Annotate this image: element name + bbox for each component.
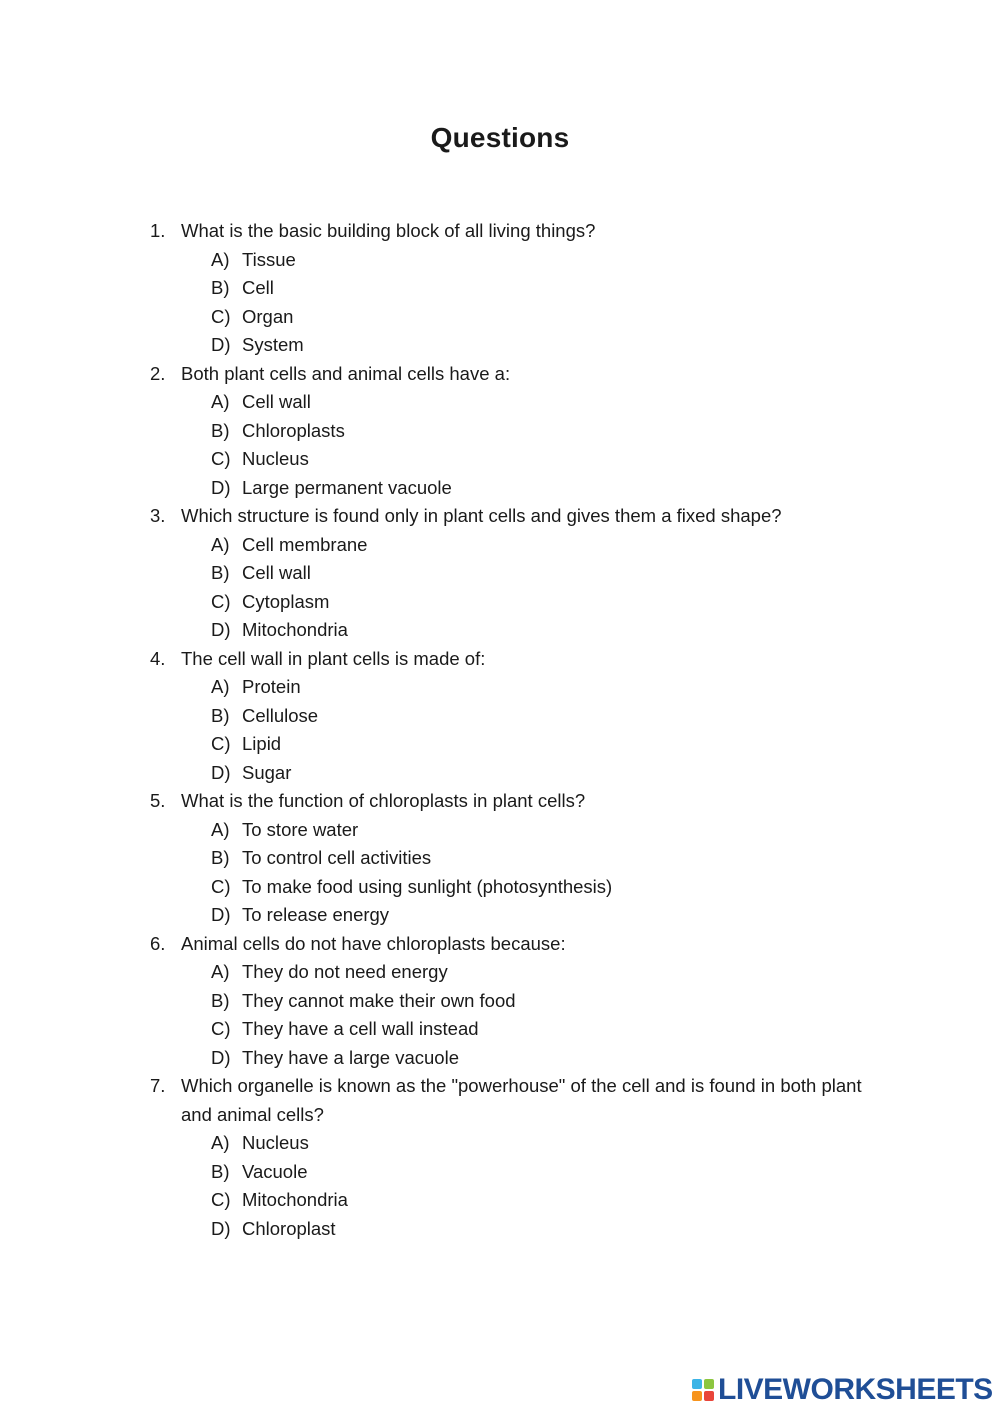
- option-text: Sugar: [242, 761, 292, 783]
- option-letter: A): [211, 818, 230, 840]
- question-text: Which structure is found only in plant cells and gives them a fixed shape?: [181, 505, 782, 526]
- option-b[interactable]: [211, 702, 870, 731]
- option-a[interactable]: [211, 531, 870, 560]
- option-letter: A): [211, 533, 230, 555]
- option-a[interactable]: [211, 246, 870, 275]
- question-6: [150, 930, 870, 1073]
- option-b[interactable]: [211, 844, 870, 873]
- option-letter: D): [211, 334, 231, 355]
- question-2: [150, 360, 870, 503]
- option-c[interactable]: [211, 873, 870, 902]
- option-letter: B): [211, 989, 230, 1011]
- option-text: They do not need energy: [242, 961, 448, 982]
- options-list: [211, 246, 870, 360]
- page-title: Questions: [430, 122, 570, 153]
- question-1: [150, 217, 870, 360]
- option-letter: D): [211, 761, 231, 783]
- option-letter: B): [211, 419, 230, 441]
- question-text: What is the basic building block of all living things?: [181, 220, 596, 241]
- logo-square-blue: [692, 1379, 702, 1389]
- option-d[interactable]: [211, 331, 870, 360]
- option-text: To make food using sunlight (photosynthesis): [242, 875, 613, 897]
- option-text: They have a large vacuole: [242, 1046, 459, 1068]
- option-letter: C): [211, 448, 231, 469]
- options-list: [211, 388, 870, 502]
- option-c[interactable]: [211, 730, 870, 759]
- question-number: 4.: [150, 647, 166, 669]
- option-text: Nucleus: [242, 1132, 309, 1153]
- option-c[interactable]: [211, 303, 870, 332]
- question-4: [150, 645, 870, 788]
- options-list: [211, 958, 870, 1072]
- question-5: [150, 787, 870, 930]
- question-3: [150, 502, 870, 645]
- option-text: Organ: [242, 305, 294, 327]
- question-number: 3.: [150, 505, 166, 526]
- option-a[interactable]: [211, 816, 870, 845]
- option-letter: A): [211, 391, 230, 412]
- logo-text: LIVEWORKSHEETS: [718, 1373, 993, 1406]
- option-c[interactable]: [211, 1186, 870, 1215]
- option-letter: C): [211, 875, 231, 897]
- option-letter: A): [211, 961, 230, 982]
- question-7: [150, 1072, 870, 1243]
- option-text: Cellulose: [242, 704, 319, 726]
- option-d[interactable]: [211, 1044, 870, 1073]
- option-text: Cytoplasm: [242, 590, 330, 612]
- option-c[interactable]: [211, 588, 870, 617]
- option-b[interactable]: [211, 987, 870, 1016]
- option-text: To release energy: [242, 904, 390, 925]
- option-text: Cell wall: [242, 391, 311, 412]
- option-d[interactable]: [211, 616, 870, 645]
- option-letter: A): [211, 248, 230, 270]
- option-d[interactable]: [211, 1215, 870, 1244]
- option-text: They have a cell wall instead: [242, 1018, 479, 1039]
- option-a[interactable]: [211, 1129, 870, 1158]
- option-letter: B): [211, 704, 230, 726]
- option-letter: C): [211, 590, 231, 612]
- option-letter: D): [211, 1046, 231, 1068]
- question-text: Animal cells do not have chloroplasts because:: [181, 932, 566, 954]
- option-letter: A): [211, 676, 230, 697]
- logo-square-red: [704, 1391, 714, 1401]
- option-text: Cell wall: [242, 562, 311, 583]
- option-text: Cell membrane: [242, 533, 368, 555]
- option-b[interactable]: [211, 559, 870, 588]
- option-d[interactable]: [211, 901, 870, 930]
- option-letter: C): [211, 1189, 231, 1210]
- option-text: Cell: [242, 277, 274, 298]
- option-d[interactable]: [211, 759, 870, 788]
- option-text: They cannot make their own food: [242, 989, 516, 1011]
- option-text: Protein: [242, 676, 301, 697]
- options-list: [211, 673, 870, 787]
- options-list: [211, 816, 870, 930]
- option-text: Chloroplasts: [242, 419, 345, 441]
- option-text: Tissue: [242, 248, 296, 270]
- option-text: System: [242, 334, 304, 355]
- liveworksheets-logo-icon: [692, 1379, 714, 1401]
- question-number: 6.: [150, 932, 166, 954]
- question-number: 2.: [150, 362, 166, 384]
- option-text: Mitochondria: [242, 1189, 348, 1210]
- questions-list: [150, 217, 870, 1243]
- option-letter: D): [211, 619, 231, 640]
- option-b[interactable]: [211, 417, 870, 446]
- option-c[interactable]: [211, 1015, 870, 1044]
- option-d[interactable]: [211, 474, 870, 503]
- option-letter: B): [211, 277, 230, 298]
- option-letter: B): [211, 1160, 230, 1182]
- options-list: [211, 531, 870, 645]
- option-letter: A): [211, 1132, 230, 1153]
- options-list: [211, 1129, 870, 1243]
- option-letter: C): [211, 1018, 231, 1039]
- question-text: Which organelle is known as the "powerhouse" of the cell and is found in both plant and animal cells?: [181, 1075, 862, 1125]
- question-text: The cell wall in plant cells is made of:: [181, 647, 486, 669]
- option-text: Large permanent vacuole: [242, 476, 452, 498]
- option-letter: C): [211, 305, 231, 327]
- option-letter: D): [211, 904, 231, 925]
- option-a[interactable]: [211, 673, 870, 702]
- option-letter: B): [211, 847, 230, 868]
- option-text: Lipid: [242, 733, 282, 754]
- logo-square-green: [704, 1379, 714, 1389]
- logo-square-orange: [692, 1391, 702, 1401]
- option-letter: C): [211, 733, 231, 754]
- question-number: 5.: [150, 790, 166, 811]
- option-text: Nucleus: [242, 448, 309, 469]
- option-letter: D): [211, 476, 231, 498]
- question-text: What is the function of chloroplasts in plant cells?: [181, 790, 586, 811]
- question-number: 1.: [150, 220, 166, 241]
- option-letter: D): [211, 1217, 231, 1239]
- option-letter: B): [211, 562, 230, 583]
- question-text: Both plant cells and animal cells have a:: [181, 362, 511, 384]
- option-text: To control cell activities: [242, 847, 432, 868]
- option-text: Chloroplast: [242, 1217, 336, 1239]
- question-number: 7.: [150, 1075, 166, 1096]
- option-b[interactable]: [211, 1158, 870, 1187]
- option-text: To store water: [242, 818, 359, 840]
- option-text: Vacuole: [242, 1160, 308, 1182]
- liveworksheets-logo[interactable]: [692, 1372, 993, 1408]
- option-b[interactable]: [211, 274, 870, 303]
- option-text: Mitochondria: [242, 619, 348, 640]
- option-c[interactable]: [211, 445, 870, 474]
- option-a[interactable]: [211, 958, 870, 987]
- option-a[interactable]: [211, 388, 870, 417]
